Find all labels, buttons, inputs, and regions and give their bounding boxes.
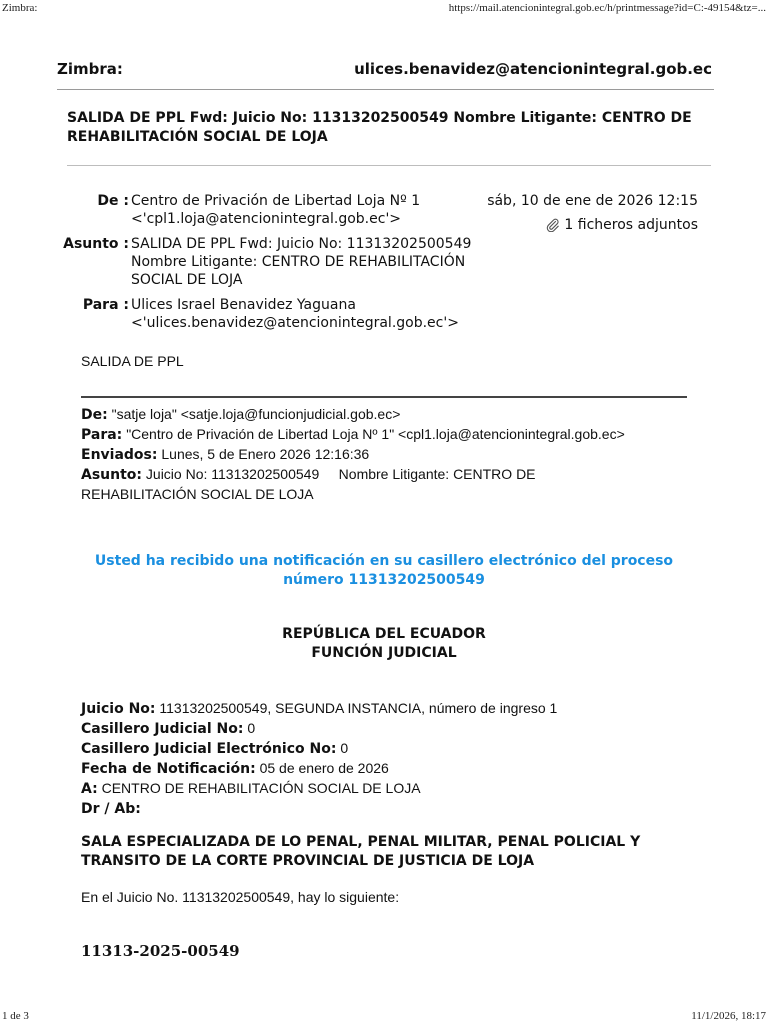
subject-line: SOCIAL DE LOJA <box>131 272 243 288</box>
court-line: SALA ESPECIALIZADA DE LO PENAL, PENAL MILITAR, PENAL POLICIAL Y <box>81 834 641 850</box>
zimbra-bar <box>57 60 714 90</box>
case-info <box>81 699 701 819</box>
from-label: De : <box>97 193 129 209</box>
print-timestamp: 11/1/2026, 18:17 <box>691 1010 766 1022</box>
message-date: sáb, 10 de ene de 2026 12:15 <box>487 193 698 209</box>
print-header <box>0 0 768 18</box>
casillero-line <box>81 719 701 739</box>
header-subject-row <box>60 235 700 289</box>
fwd-subject-value: Juicio No: 11313202500549 Nombre Litigante: CENTRO DE <box>145 466 536 482</box>
user-email: ulices.benavidez@atencionintegral.gob.ec <box>354 60 712 78</box>
a-value: CENTRO DE REHABILITACIÓN SOCIAL DE LOJA <box>101 780 421 796</box>
message-headers <box>60 192 700 339</box>
fecha-value: 05 de enero de 2026 <box>259 760 389 776</box>
subject-line: SALIDA DE PPL Fwd: Juicio No: 11313202500549 <box>131 236 472 252</box>
attachments-count: 1 ficheros adjuntos <box>564 217 698 233</box>
juicio-value: 11313202500549, SEGUNDA INSTANCIA, número de ingreso 1 <box>159 700 558 716</box>
header-from-row <box>60 192 700 233</box>
fwd-subject-line <box>81 465 701 485</box>
notification-notice <box>81 552 687 590</box>
subject-label: Asunto : <box>63 236 129 252</box>
subject-value <box>131 235 481 289</box>
fwd-sent-label: Enviados: <box>81 447 158 463</box>
court-name <box>81 833 691 871</box>
to-value <box>131 296 481 332</box>
message-subject: SALIDA DE PPL Fwd: Juicio No: 11313202500549 Nombre Litigante: CENTRO DE REHABILITACIÓN SOCIAL DE LOJA <box>67 110 692 145</box>
republic-heading <box>81 625 687 663</box>
casillero-electronico-label: Casillero Judicial Electrónico No: <box>81 741 337 757</box>
fwd-from-label: De: <box>81 407 108 423</box>
case-number: 11313-2025-00549 <box>81 942 240 960</box>
print-footer <box>0 1008 768 1024</box>
fwd-subject-continuation: REHABILITACIÓN SOCIAL DE LOJA <box>81 486 314 502</box>
fwd-from-value: "satje loja" <satje.loja@funcionjudicial.gob.ec> <box>111 406 401 422</box>
header-meta <box>487 192 698 234</box>
app-name: Zimbra: <box>57 60 123 78</box>
dr-line <box>81 799 701 819</box>
page-count: 1 de 3 <box>2 1010 29 1022</box>
a-line <box>81 779 701 799</box>
body-intro: SALIDA DE PPL <box>81 353 184 369</box>
subject-line: Nombre Litigante: CENTRO DE REHABILITACIÓN <box>131 254 466 270</box>
paperclip-icon <box>546 218 560 232</box>
from-name: Centro de Privación de Libertad Loja Nº 1 <box>131 193 421 209</box>
casillero-value: 0 <box>247 720 256 736</box>
from-value <box>131 192 481 228</box>
print-header-title: Zimbra: <box>2 2 38 14</box>
fwd-to-value: "Centro de Privación de Libertad Loja Nº 1" <cpl1.loja@atencionintegral.gob.ec> <box>126 426 625 442</box>
fwd-subject-label: Asunto: <box>81 467 143 483</box>
casillero-electronico-line <box>81 739 701 759</box>
fwd-to-line <box>81 425 701 445</box>
forwarded-headers <box>81 405 701 504</box>
from-email: <'cpl1.loja@atencionintegral.gob.ec'> <box>131 211 402 227</box>
function-line: FUNCIÓN JUDICIAL <box>311 645 457 661</box>
to-email: <'ulices.benavidez@atencionintegral.gob.ec'> <box>131 315 459 331</box>
to-label: Para : <box>82 297 129 313</box>
court-line: TRANSITO DE LA CORTE PROVINCIAL DE JUSTICIA DE LOJA <box>81 853 535 869</box>
casillero-electronico-value: 0 <box>340 740 349 756</box>
republic-line: REPÚBLICA DEL ECUADOR <box>282 626 486 642</box>
message-body <box>81 352 701 371</box>
print-header-url: https://mail.atencionintegral.gob.ec/h/printmessage?id=C:-49154&tz=... <box>448 2 766 14</box>
fecha-label: Fecha de Notificación: <box>81 761 256 777</box>
subject-bar <box>67 109 711 166</box>
fecha-line <box>81 759 701 779</box>
fwd-to-label: Para: <box>81 427 123 443</box>
notice-line: número 11313202500549 <box>283 572 485 588</box>
dr-label: Dr / Ab: <box>81 801 141 817</box>
attachments-link[interactable] <box>487 216 698 234</box>
a-label: A: <box>81 781 98 797</box>
fwd-sent-value: Lunes, 5 de Enero 2026 12:16:36 <box>161 446 370 462</box>
forward-separator <box>81 396 687 398</box>
notice-line: Usted ha recibido una notificación en su casillero electrónico del proceso <box>94 553 674 569</box>
header-to-row <box>60 296 700 332</box>
casillero-label: Casillero Judicial No: <box>81 721 244 737</box>
fwd-sent-line <box>81 445 701 465</box>
fwd-from-line <box>81 405 701 425</box>
en-juicio-text: En el Juicio No. 11313202500549, hay lo siguiente: <box>81 889 400 905</box>
juicio-label: Juicio No: <box>81 701 156 717</box>
to-name: Ulices Israel Benavidez Yaguana <box>131 297 356 313</box>
juicio-line <box>81 699 701 719</box>
